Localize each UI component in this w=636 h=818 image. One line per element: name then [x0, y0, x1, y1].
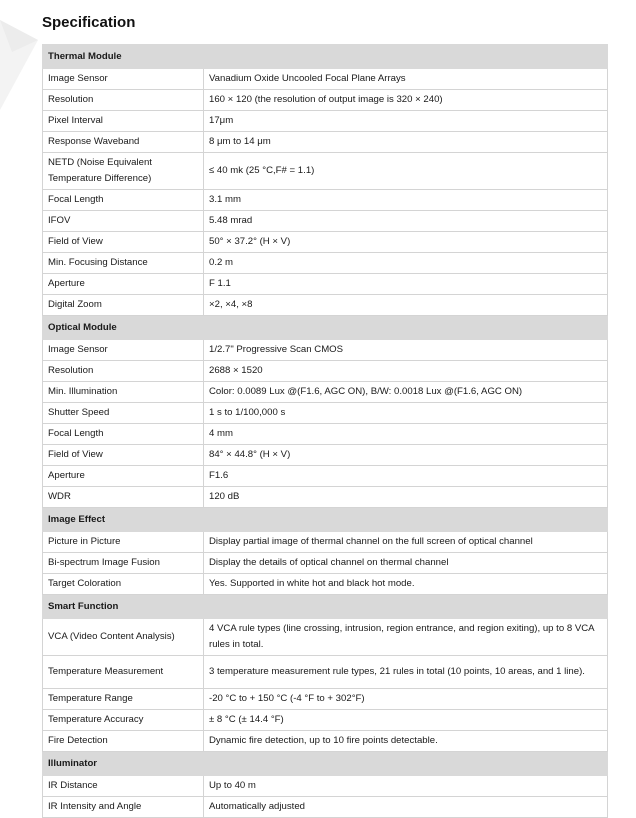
spec-label: Resolution: [43, 90, 204, 111]
spec-value: Color: 0.0089 Lux @(F1.6, AGC ON), B/W: 0.0018 Lux @(F1.6, AGC ON): [204, 382, 608, 403]
spec-value: ≤ 40 mk (25 °C,F# = 1.1): [204, 153, 608, 190]
spec-label: Temperature Accuracy: [43, 710, 204, 731]
spec-value: 84° × 44.8° (H × V): [204, 445, 608, 466]
spec-label: Image Sensor: [43, 340, 204, 361]
spec-row: [43, 776, 608, 797]
spec-value: 3.1 mm: [204, 190, 608, 211]
spec-value: Dynamic fire detection, up to 10 fire points detectable.: [204, 731, 608, 752]
section-header: [43, 595, 608, 619]
spec-label: Digital Zoom: [43, 295, 204, 316]
spec-value: 1/2.7" Progressive Scan CMOS: [204, 340, 608, 361]
section-header: [43, 508, 608, 532]
spec-value: Automatically adjusted: [204, 797, 608, 818]
spec-value: 160 × 120 (the resolution of output image is 320 × 240): [204, 90, 608, 111]
spec-row: [43, 532, 608, 553]
spec-row: [43, 190, 608, 211]
spec-value: 17μm: [204, 111, 608, 132]
spec-row: [43, 403, 608, 424]
spec-row: [43, 574, 608, 595]
section-title: Image Effect: [43, 508, 608, 532]
spec-value: 0.2 m: [204, 253, 608, 274]
spec-label: Field of View: [43, 232, 204, 253]
spec-value: 4 VCA rule types (line crossing, intrusion, region entrance, and region exiting), up to 8 VCA rules in total.: [204, 619, 608, 656]
spec-value: Display the details of optical channel on thermal channel: [204, 553, 608, 574]
spec-row: [43, 656, 608, 689]
spec-label: WDR: [43, 487, 204, 508]
section-header: [43, 45, 608, 69]
spec-label: Target Coloration: [43, 574, 204, 595]
spec-value: Yes. Supported in white hot and black hot mode.: [204, 574, 608, 595]
section-header: [43, 316, 608, 340]
spec-value: Up to 40 m: [204, 776, 608, 797]
spec-label: VCA (Video Content Analysis): [43, 619, 204, 656]
spec-row: [43, 69, 608, 90]
spec-row: [43, 689, 608, 710]
spec-label: Shutter Speed: [43, 403, 204, 424]
spec-label: Temperature Range: [43, 689, 204, 710]
spec-value: F1.6: [204, 466, 608, 487]
spec-row: [43, 153, 608, 190]
spec-row: [43, 710, 608, 731]
spec-value: 3 temperature measurement rule types, 21 rules in total (10 points, 10 areas, and 1 line).: [204, 656, 608, 689]
spec-value: Vanadium Oxide Uncooled Focal Plane Arrays: [204, 69, 608, 90]
spec-row: [43, 382, 608, 403]
spec-value: F 1.1: [204, 274, 608, 295]
spec-label: Focal Length: [43, 424, 204, 445]
spec-value: 120 dB: [204, 487, 608, 508]
spec-row: [43, 487, 608, 508]
spec-row: [43, 90, 608, 111]
spec-value: -20 °C to + 150 °C (-4 °F to + 302°F): [204, 689, 608, 710]
spec-value: 8 μm to 14 μm: [204, 132, 608, 153]
spec-label: Min. Focusing Distance: [43, 253, 204, 274]
section-title: Illuminator: [43, 752, 608, 776]
spec-row: [43, 295, 608, 316]
spec-row: [43, 132, 608, 153]
spec-value: ×2, ×4, ×8: [204, 295, 608, 316]
spec-label: Focal Length: [43, 190, 204, 211]
page-title: Specification: [42, 14, 136, 31]
spec-value: 5.48 mrad: [204, 211, 608, 232]
spec-row: [43, 232, 608, 253]
spec-label: Picture in Picture: [43, 532, 204, 553]
spec-label: Image Sensor: [43, 69, 204, 90]
spec-label: Field of View: [43, 445, 204, 466]
spec-label: Aperture: [43, 466, 204, 487]
spec-label: Bi-spectrum Image Fusion: [43, 553, 204, 574]
spec-row: [43, 274, 608, 295]
spec-row: [43, 731, 608, 752]
spec-label: Aperture: [43, 274, 204, 295]
spec-value: 4 mm: [204, 424, 608, 445]
spec-value: Display partial image of thermal channel on the full screen of optical channel: [204, 532, 608, 553]
spec-value: 1 s to 1/100,000 s: [204, 403, 608, 424]
spec-label: Fire Detection: [43, 731, 204, 752]
spec-label: Pixel Interval: [43, 111, 204, 132]
spec-row: [43, 361, 608, 382]
spec-label: Temperature Measurement: [43, 656, 204, 689]
spec-row: [43, 424, 608, 445]
section-title: Smart Function: [43, 595, 608, 619]
spec-label: IR Intensity and Angle: [43, 797, 204, 818]
spec-row: [43, 619, 608, 656]
spec-value: ± 8 °C (± 14.4 °F): [204, 710, 608, 731]
section-title: Thermal Module: [43, 45, 608, 69]
spec-row: [43, 211, 608, 232]
spec-label: IR Distance: [43, 776, 204, 797]
spec-label: Response Waveband: [43, 132, 204, 153]
spec-row: [43, 466, 608, 487]
spec-row: [43, 445, 608, 466]
section-header: [43, 752, 608, 776]
spec-row: [43, 553, 608, 574]
spec-row: [43, 340, 608, 361]
spec-label: Min. Illumination: [43, 382, 204, 403]
spec-value: 2688 × 1520: [204, 361, 608, 382]
spec-value: 50° × 37.2° (H × V): [204, 232, 608, 253]
spec-row: [43, 253, 608, 274]
section-title: Optical Module: [43, 316, 608, 340]
specification-table: [42, 44, 608, 818]
spec-row: [43, 111, 608, 132]
spec-label: IFOV: [43, 211, 204, 232]
spec-label: Resolution: [43, 361, 204, 382]
spec-row: [43, 797, 608, 818]
spec-label: NETD (Noise Equivalent Temperature Difference): [43, 153, 204, 190]
